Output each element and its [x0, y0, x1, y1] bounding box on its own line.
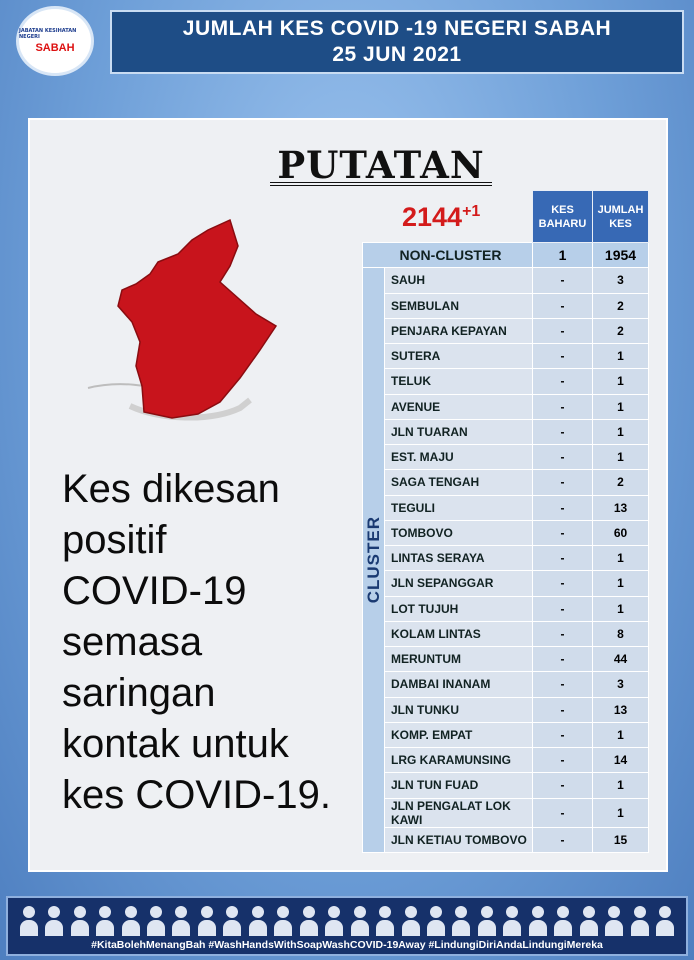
message-line: kontak untuk [62, 722, 289, 766]
row-total: 1 [593, 722, 649, 747]
row-new: - [533, 621, 593, 646]
row-total: 14 [593, 748, 649, 773]
person-icon [274, 906, 292, 936]
row-name: LOT TUJUH [385, 596, 533, 621]
row-new: - [533, 394, 593, 419]
person-icon [656, 906, 674, 936]
table-row [363, 419, 649, 444]
row-name: SEMBULAN [385, 293, 533, 318]
row-name: TEGULI [385, 495, 533, 520]
table-row [363, 520, 649, 545]
row-new: - [533, 369, 593, 394]
row-total: 1 [593, 369, 649, 394]
table-row [363, 445, 649, 470]
row-total: 3 [593, 672, 649, 697]
row-new: - [533, 773, 593, 798]
row-name: TOMBOVO [385, 520, 533, 545]
header-banner [110, 10, 684, 74]
row-total: 1 [593, 773, 649, 798]
header-date: 25 JUN 2021 [332, 43, 462, 66]
table-row [363, 394, 649, 419]
row-name: SUTERA [385, 344, 533, 369]
row-name: JLN TUNKU [385, 697, 533, 722]
row-new: - [533, 546, 593, 571]
non-cluster-row [363, 243, 649, 268]
person-icon [20, 906, 38, 936]
row-new: - [533, 318, 593, 343]
row-new: - [533, 293, 593, 318]
message-line: positif [62, 518, 167, 562]
table-row [363, 495, 649, 520]
cluster-group-label [363, 268, 385, 853]
person-icon [45, 906, 63, 936]
logo-name: SABAH [35, 42, 75, 54]
table-header-blank [363, 191, 533, 243]
person-icon [605, 906, 623, 936]
table-row [363, 268, 649, 293]
row-total: 8 [593, 621, 649, 646]
row-name: KOMP. EMPAT [385, 722, 533, 747]
footer-banner [6, 896, 688, 956]
row-name: PENJARA KEPAYAN [385, 318, 533, 343]
person-icon [631, 906, 649, 936]
person-icon [478, 906, 496, 936]
row-new: - [533, 344, 593, 369]
row-name: LINTAS SERAYA [385, 546, 533, 571]
table-row [363, 571, 649, 596]
table-row [363, 827, 649, 852]
message-line: Kes dikesan [62, 467, 280, 511]
row-new: - [533, 571, 593, 596]
row-new: - [533, 596, 593, 621]
person-icon [503, 906, 521, 936]
row-name: JLN TUN FUAD [385, 773, 533, 798]
row-total: 15 [593, 827, 649, 852]
row-name: JLN TUARAN [385, 419, 533, 444]
table-row [363, 672, 649, 697]
table-row [363, 596, 649, 621]
row-new: - [533, 827, 593, 852]
total-value: 2144 [402, 202, 463, 232]
row-name: TELUK [385, 369, 533, 394]
message-block [62, 464, 372, 821]
person-icon [249, 906, 267, 936]
row-total: 3 [593, 268, 649, 293]
row-total: 1954 [593, 243, 649, 268]
person-icon [300, 906, 318, 936]
row-name: NON-CLUSTER [363, 243, 533, 268]
message-line: semasa [62, 620, 203, 664]
person-icon [351, 906, 369, 936]
row-name: SAGA TENGAH [385, 470, 533, 495]
row-total: 1 [593, 419, 649, 444]
sabah-health-logo [16, 6, 94, 76]
district-map-icon [80, 210, 300, 430]
table-row [363, 722, 649, 747]
row-new: - [533, 697, 593, 722]
row-total: 1 [593, 571, 649, 596]
health-workers-row [8, 898, 686, 936]
row-name: AVENUE [385, 394, 533, 419]
row-new: - [533, 520, 593, 545]
person-icon [325, 906, 343, 936]
person-icon [122, 906, 140, 936]
total-new: +1 [462, 203, 481, 220]
table-row [363, 318, 649, 343]
row-name: JLN KETIAU TOMBOVO [385, 827, 533, 852]
table-row [363, 647, 649, 672]
row-name: LRG KARAMUNSING [385, 748, 533, 773]
row-name: EST. MAJU [385, 445, 533, 470]
row-total: 13 [593, 697, 649, 722]
table-row [363, 798, 649, 827]
row-total: 1 [593, 546, 649, 571]
row-name: JLN PENGALAT LOK KAWI [385, 798, 533, 827]
row-total: 1 [593, 445, 649, 470]
district-title: PUTATAN [270, 144, 492, 186]
person-icon [147, 906, 165, 936]
row-total: 2 [593, 470, 649, 495]
person-icon [198, 906, 216, 936]
message-line: saringan [62, 671, 216, 715]
row-new: - [533, 470, 593, 495]
column-new-cases: KES BAHARU [533, 191, 593, 243]
main-panel [28, 118, 668, 872]
row-total: 1 [593, 798, 649, 827]
row-new: - [533, 268, 593, 293]
person-icon [580, 906, 598, 936]
row-name: DAMBAI INANAM [385, 672, 533, 697]
row-new: - [533, 672, 593, 697]
row-new: - [533, 748, 593, 773]
table-row [363, 546, 649, 571]
row-name: KOLAM LINTAS [385, 621, 533, 646]
table-row [363, 621, 649, 646]
person-icon [554, 906, 572, 936]
person-icon [71, 906, 89, 936]
person-icon [427, 906, 445, 936]
table-row [363, 697, 649, 722]
row-name: MERUNTUM [385, 647, 533, 672]
table-row [363, 369, 649, 394]
row-total: 13 [593, 495, 649, 520]
row-total: 2 [593, 318, 649, 343]
row-name: SAUH [385, 268, 533, 293]
row-new: - [533, 798, 593, 827]
table-row [363, 293, 649, 318]
table-row [363, 470, 649, 495]
table-row [363, 748, 649, 773]
row-name: JLN SEPANGGAR [385, 571, 533, 596]
row-new: - [533, 419, 593, 444]
row-total: 44 [593, 647, 649, 672]
row-total: 1 [593, 394, 649, 419]
person-icon [529, 906, 547, 936]
cluster-table [362, 190, 649, 853]
message-line: COVID-19 [62, 569, 247, 613]
person-icon [376, 906, 394, 936]
person-icon [96, 906, 114, 936]
person-icon [172, 906, 190, 936]
row-total: 1 [593, 344, 649, 369]
row-total: 2 [593, 293, 649, 318]
row-new: 1 [533, 243, 593, 268]
row-new: - [533, 647, 593, 672]
row-total: 1 [593, 596, 649, 621]
row-total: 60 [593, 520, 649, 545]
footer-hashtags: #KitaBolehMenangBah #WashHandsWithSoapWashCOVID-19Away #LindungiDiriAndaLindungiMereka [91, 939, 603, 951]
column-total-cases: JUMLAH KES [593, 191, 649, 243]
row-new: - [533, 495, 593, 520]
table-row [363, 344, 649, 369]
table-row [363, 773, 649, 798]
message-line: kes COVID-19. [62, 773, 331, 817]
person-icon [402, 906, 420, 936]
row-new: - [533, 445, 593, 470]
logo-small-text: JABATAN KESIHATAN NEGERI [19, 28, 77, 40]
person-icon [223, 906, 241, 936]
header-title: JUMLAH KES COVID -19 NEGERI SABAH [182, 17, 612, 40]
person-icon [452, 906, 470, 936]
row-new: - [533, 722, 593, 747]
cluster-label-text: CLUSTER [363, 516, 383, 604]
